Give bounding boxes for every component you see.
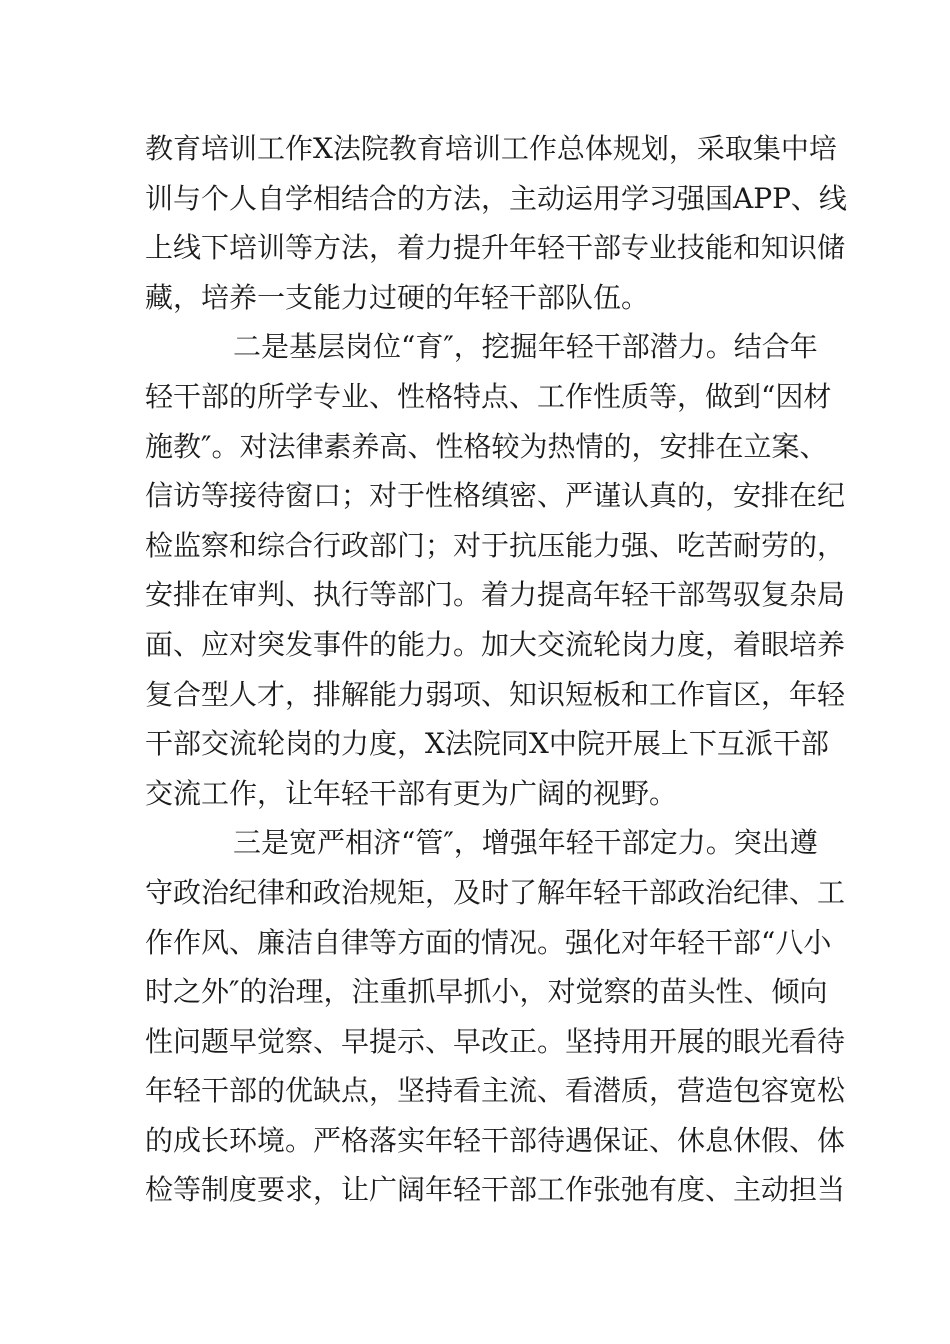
text-line: 时之外″的治理，注重抓早抓小，对觉察的苗头性、倾向 (145, 975, 828, 1009)
text-line: 作作风、廉洁自律等方面的情况。强化对年轻干部“八小 (145, 925, 832, 959)
text-line: 守政治纪律和政治规矩，及时了解年轻干部政治纪律、工 (145, 875, 846, 909)
text-line: 安排在审判、执行等部门。着力提高年轻干部驾驭复杂局 (145, 578, 846, 612)
text-line: 轻干部的所学专业、性格特点、工作性质等，做到“因材 (145, 379, 832, 413)
text-line: 教育培训工作X法院教育培训工作总体规划，采取集中培 (145, 132, 837, 165)
text-line: 上线下培训等方法，着力提升年轻干部专业技能和知识储 (145, 231, 846, 265)
paragraph-start-line: 三是宽严相济“管″，增强年轻干部定力。突出遵 (233, 826, 818, 860)
text-line: 复合型人才，排解能力弱项、知识短板和工作盲区，年轻 (145, 677, 846, 711)
text-line: 干部交流轮岗的力度，X法院同X中院开展上下互派干部 (145, 727, 829, 761)
text-line: 藏，培养一支能力过硬的年轻干部队伍。 (145, 280, 650, 314)
text-line: 施教″。对法律素养高、性格较为热情的，安排在立案、 (145, 429, 828, 463)
text-line: 面、应对突发事件的能力。加大交流轮岗力度，着眼培养 (145, 627, 846, 661)
text-line: 信访等接待窗口；对于性格缜密、严谨认真的，安排在纪 (145, 479, 846, 513)
text-line: 检等制度要求，让广阔年轻干部工作张弛有度、主动担当 (145, 1173, 846, 1207)
text-line: 检监察和综合行政部门；对于抗压能力强、吃苦耐劳的， (145, 528, 846, 562)
text-line: 的成长环境。严格落实年轻干部待遇保证、休息休假、体 (145, 1123, 846, 1157)
text-line: 性问题早觉察、早提示、早改正。坚持用开展的眼光看待 (145, 1024, 846, 1058)
paragraph-start-line: 二是基层岗位“育″，挖掘年轻干部潜力。结合年 (233, 330, 818, 364)
text-line: 训与个人自学相结合的方法，主动运用学习强国APP、线 (145, 181, 847, 215)
text-line: 年轻干部的优缺点，坚持看主流、看潜质，营造包容宽松 (145, 1074, 846, 1108)
text-line: 交流工作，让年轻干部有更为广阔的视野。 (145, 776, 678, 810)
body-text (145, 124, 847, 1215)
